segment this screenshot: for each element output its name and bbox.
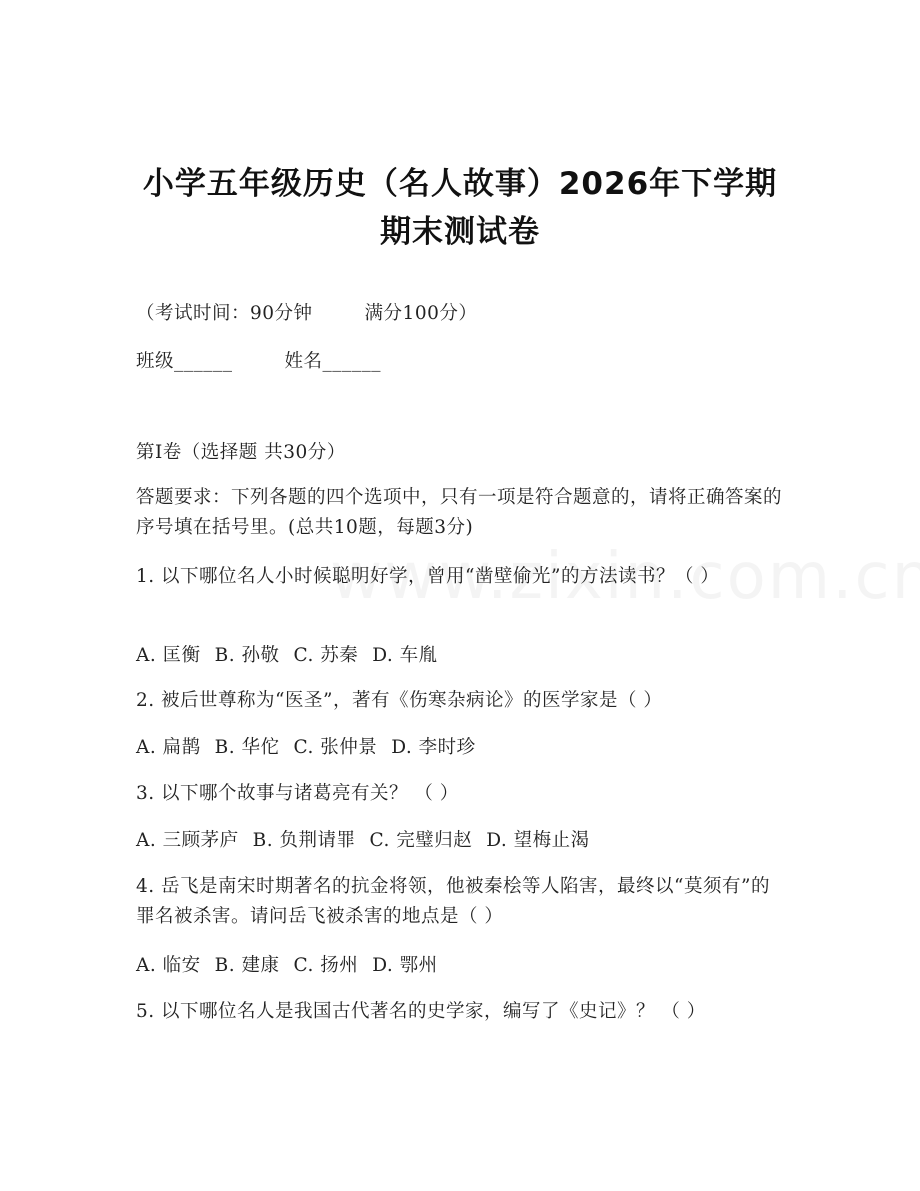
question-2: 2. 被后世尊称为“医圣”，著有《伤寒杂病论》的医学家是（ ） [136,690,663,711]
option: C. 张仲景 [293,737,378,758]
option: C. 扬州 [293,955,359,976]
option: B. 华佗 [214,737,280,758]
option: D. 望梅止渴 [486,830,590,851]
page-title-line-2: 期末测试卷 [380,214,540,250]
exam-time-score [136,301,786,327]
question-1: 1. 以下哪位名人小时候聪明好学，曾用“凿壁偷光”的方法读书？（ ） [136,566,720,587]
option: B. 负荆请罪 [252,830,356,851]
question-2-options [136,735,786,761]
option: D. 车胤 [372,645,438,666]
page-title-line-1: 小学五年级历史（名人故事）2026年下学期 [142,166,778,202]
exam-time: （考试时间：90分钟 [136,303,313,324]
option: C. 苏秦 [293,645,359,666]
question-4-options [136,953,786,979]
option: B. 建康 [214,955,280,976]
option: B. 孙敬 [214,645,280,666]
option: D. 李时珍 [391,737,476,758]
option: D. 鄂州 [372,955,438,976]
question-1-options [136,643,786,669]
question-3: 3. 以下哪个故事与诸葛亮有关？ （ ） [136,783,459,804]
option: A. 扁鹊 [136,737,201,758]
question-3-options [136,828,786,854]
student-info-row [136,349,786,375]
option: A. 临安 [136,955,201,976]
option: A. 匡衡 [136,645,201,666]
class-field-label: 班级______ [136,351,233,372]
option: C. 完璧归赵 [369,830,473,851]
section-instructions: 答题要求：下列各题的四个选项中，只有一项是符合题意的，请将正确答案的序号填在括号里。(总共10题，每题3分) [136,487,783,538]
question-5: 5. 以下哪位名人是我国古代著名的史学家，编写了《史记》？ （ ） [136,1001,706,1022]
option: A. 三顾茅庐 [136,830,239,851]
question-4: 4. 岳飞是南宋时期著名的抗金将领，他被秦桧等人陷害，最终以“莫须有”的罪名被杀害。请问岳飞被杀害的地点是（ ） [136,876,770,927]
section-heading: 第Ⅰ卷（选择题 共30分） [136,442,346,463]
name-field-label: 姓名______ [284,351,382,372]
exam-full-score: 满分100分） [364,303,478,324]
